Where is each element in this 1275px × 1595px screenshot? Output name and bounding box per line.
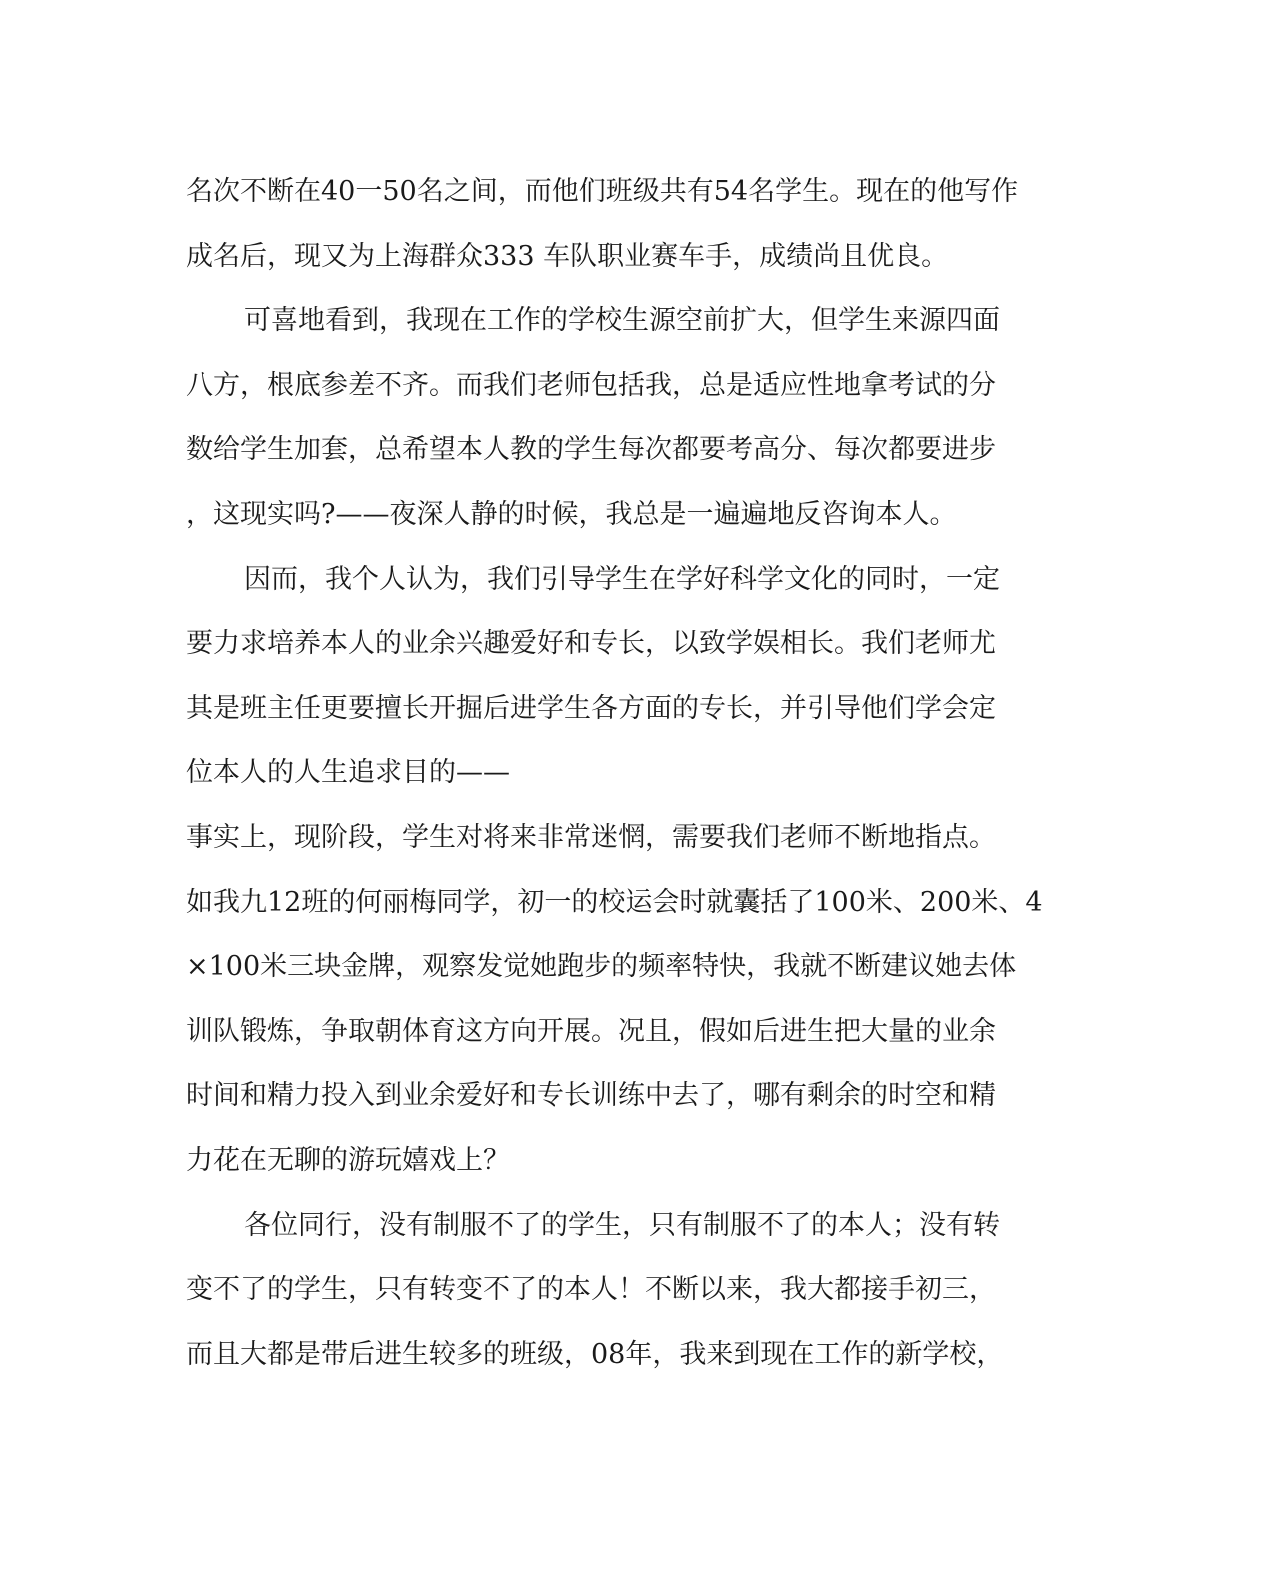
text-line-16: 力花在无聊的游玩嬉戏上？ [186,1144,510,1176]
text-line-18: 变不了的学生，只有转变不了的本人！不断以来，我大都接手初三， [186,1274,996,1306]
body-text [186,160,1066,1387]
text-line-4: 八方，根底参差不齐。而我们老师包括我，总是适应性地拿考试的分 [186,369,996,401]
text-line-15: 时间和精力投入到业余爱好和专长训练中去了，哪有剩余的时空和精 [186,1080,996,1112]
text-line-5: 数给学生加套，总希望本人教的学生每次都要考高分、每次都要进步 [186,434,996,466]
text-line-9: 其是班主任更要擅长开掘后进学生各方面的专长，并引导他们学会定 [186,692,996,724]
text-line-6: ，这现实吗?——夜深人静的时候，我总是一遍遍地反咨询本人。 [186,498,957,530]
text-line-7: 因而，我个人认为，我们引导学生在学好科学文化的同时，一定 [244,563,1000,595]
text-line-2: 成名后，现又为上海群众333 车队职业赛车手，成绩尚且优良。 [186,240,949,272]
text-line-11: 事实上，现阶段，学生对将来非常迷惘，需要我们老师不断地指点。 [186,821,996,853]
text-line-3: 可喜地看到，我现在工作的学校生源空前扩大，但学生来源四面 [244,305,1000,337]
text-line-17: 各位同行，没有制服不了的学生，只有制服不了的本人；没有转 [244,1209,1000,1241]
text-line-14: 训队锻炼，争取朝体育这方向开展。况且，假如后进生把大量的业余 [186,1015,996,1047]
text-line-13: ×100米三块金牌，观察发觉她跑步的频率特快，我就不断建议她去体 [186,951,1017,983]
text-line-1: 名次不断在40一50名之间，而他们班级共有54名学生。现在的他写作 [186,176,1019,207]
text-line-12: 如我九12班的何丽梅同学，初一的校运会时就囊括了100米、200米、4 [186,886,1043,918]
text-line-19: 而且大都是带后进生较多的班级，08年，我来到现在工作的新学校， [186,1338,1004,1370]
text-line-8: 要力求培养本人的业余兴趣爱好和专长，以致学娱相长。我们老师尤 [186,628,996,660]
text-line-10: 位本人的人生追求目的—— [186,757,510,789]
